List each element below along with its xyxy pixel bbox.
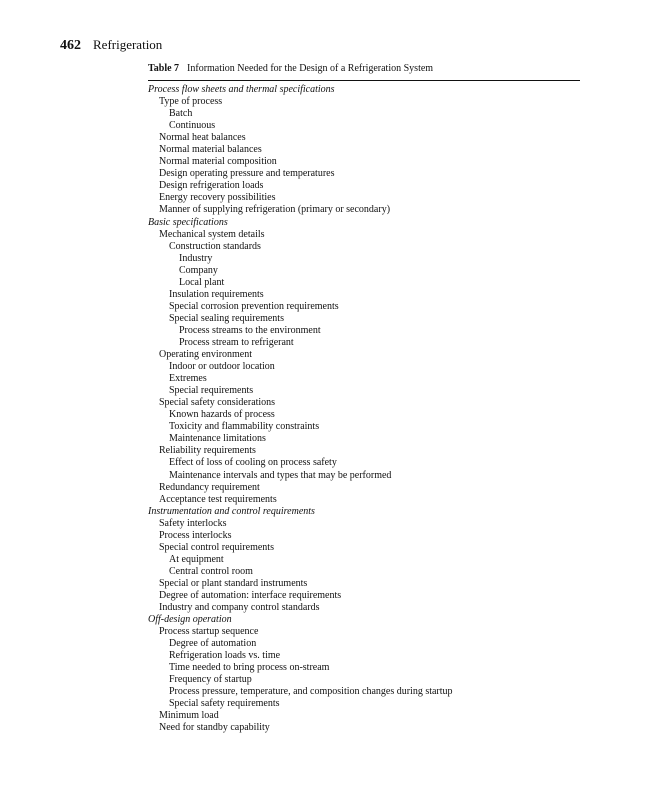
- table-row: Need for standby capability: [159, 722, 270, 734]
- table-row: Extremes: [169, 373, 207, 385]
- table-row: Redundancy requirement: [159, 481, 260, 493]
- table-row: Operating environment: [159, 349, 253, 361]
- table-row: Time needed to bring process on-stream: [169, 662, 330, 674]
- table-row: Frequency of startup: [169, 674, 252, 686]
- table-label: Table 7: [148, 63, 180, 74]
- table-body: [148, 84, 580, 735]
- table-row: Known hazards of process: [169, 409, 275, 421]
- table-row: Energy recovery possibilities: [159, 192, 276, 204]
- table-row: Normal material composition: [159, 156, 277, 168]
- chapter-title: Refrigeration: [93, 37, 163, 52]
- table-row: Process pressure, temperature, and composition changes during startup: [169, 686, 453, 698]
- table-row: Company: [179, 264, 218, 276]
- table-row: Industry and company control standards: [159, 602, 320, 614]
- table-section-heading: Process flow sheets and thermal specifications: [148, 84, 335, 95]
- table-row: Special safety considerations: [159, 397, 276, 409]
- table-row: Central control room: [169, 565, 253, 577]
- table-row: Refrigeration loads vs. time: [169, 650, 281, 662]
- running-head: [60, 36, 162, 54]
- table-section-heading: Instrumentation and control requirements: [148, 505, 315, 517]
- table-row: Special sealing requirements: [169, 312, 284, 324]
- table-top-rule: [148, 80, 580, 81]
- table-row: Construction standards: [169, 240, 261, 252]
- table-row: Type of process: [159, 96, 223, 108]
- table-row: Design refrigeration loads: [159, 180, 264, 192]
- table-title: Information Needed for the Design of a Refrigeration System: [187, 63, 434, 74]
- table-row: Manner of supplying refrigeration (primary or secondary): [159, 204, 391, 216]
- table-row: Insulation requirements: [169, 288, 264, 300]
- table-row: Safety interlocks: [159, 517, 227, 529]
- table-row: Indoor or outdoor location: [169, 361, 275, 373]
- table-row: Normal material balances: [159, 144, 262, 156]
- table-row: Normal heat balances: [159, 132, 246, 144]
- table-row: At equipment: [169, 553, 224, 565]
- table-row: Degree of automation: interface requirements: [159, 589, 342, 601]
- table-row: Effect of loss of cooling on process safety: [169, 457, 337, 469]
- table-row: Process interlocks: [159, 529, 232, 541]
- table-row: Maintenance limitations: [169, 433, 266, 445]
- table-row: Continuous: [169, 120, 216, 132]
- table-caption: [148, 62, 433, 76]
- table-row: Industry: [179, 252, 213, 264]
- table-row: Maintenance intervals and types that may be performed: [169, 469, 392, 481]
- table-row: Process stream to refrigerant: [179, 336, 294, 348]
- table-row: Process startup sequence: [159, 626, 259, 638]
- table-row: Acceptance test requirements: [159, 493, 277, 505]
- table-section-heading: Basic specifications: [148, 216, 228, 228]
- table-row: Reliability requirements: [159, 445, 256, 457]
- table-row: Special corrosion prevention requirements: [169, 300, 339, 312]
- table-row: Mechanical system details: [159, 228, 265, 240]
- table-section-heading: Off-design operation: [148, 614, 232, 626]
- table-row: Minimum load: [159, 710, 219, 722]
- page-number: 462: [60, 38, 81, 53]
- table-row: Special control requirements: [159, 541, 274, 553]
- table-row: Batch: [169, 108, 193, 120]
- table-row: Special or plant standard instruments: [159, 577, 308, 589]
- table-row: Local plant: [179, 276, 225, 288]
- table-row: Special safety requirements: [169, 698, 280, 710]
- table-row: Degree of automation: [169, 638, 257, 650]
- table-row: Design operating pressure and temperatures: [159, 168, 335, 180]
- table-row: Toxicity and flammability constraints: [169, 421, 320, 433]
- table-row: Process streams to the environment: [179, 324, 321, 336]
- table-row: Special requirements: [169, 385, 254, 397]
